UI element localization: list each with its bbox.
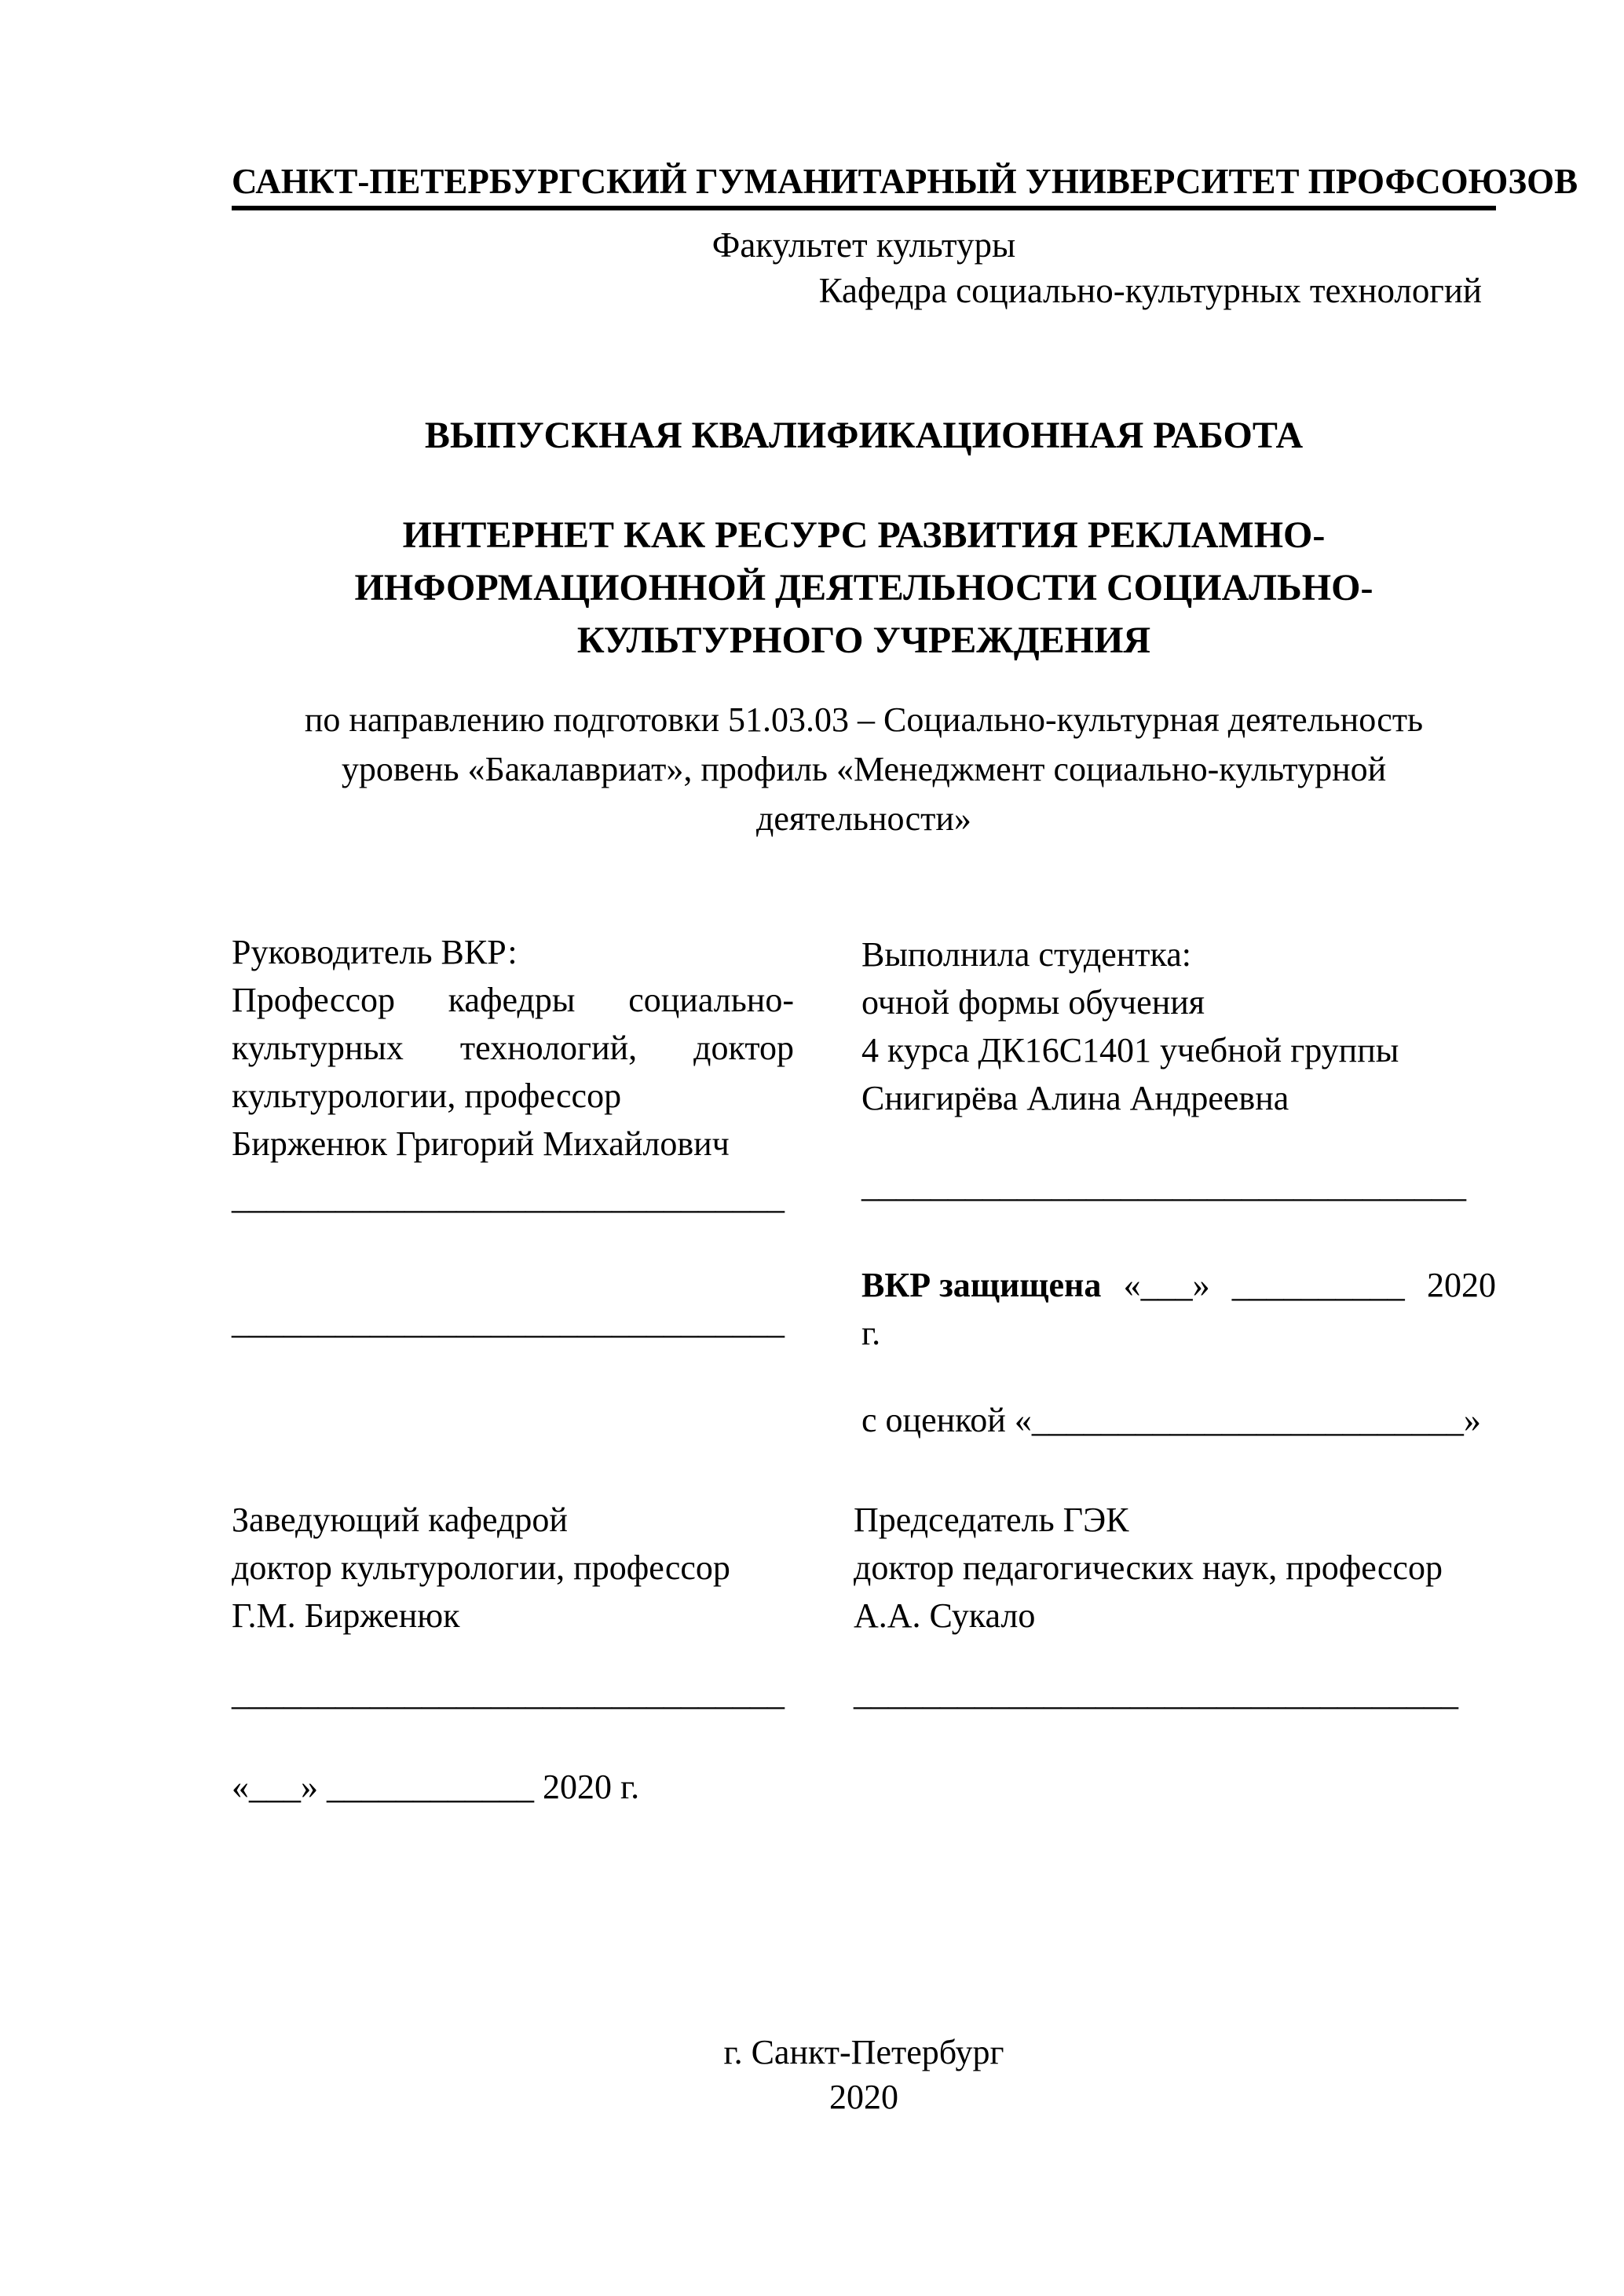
advisor-signature-line-1: ________________________________	[232, 1178, 785, 1216]
advisor-label: Руководитель ВКР:	[232, 933, 518, 971]
advisor-name: Бирженюк Григорий Михайлович	[232, 1124, 730, 1163]
thesis-title-line-2: ИНФОРМАЦИОННОЙ ДЕЯТЕЛЬНОСТИ СОЦИАЛЬНО-	[354, 567, 1373, 609]
advisor-position-line-2: культурных технологий, доктор	[232, 1029, 794, 1067]
student-signature-line: ___________________________________	[861, 1166, 1466, 1205]
dept-head-degree: доктор культурологии, профессор	[232, 1548, 730, 1587]
dept-head-name: Г.М. Бирженюк	[232, 1596, 460, 1635]
student-name: Снигирёва Алина Андреевна	[861, 1079, 1289, 1117]
dept-head-title: Заведующий кафедрой	[232, 1501, 568, 1539]
defense-label: ВКР защищена	[861, 1266, 1102, 1304]
program-line-3: деятельности»	[756, 799, 971, 838]
thesis-title-line-1: ИНТЕРНЕТ КАК РЕСУРС РАЗВИТИЯ РЕКЛАМНО-	[402, 514, 1326, 556]
gek-chair-block	[854, 1496, 1513, 1640]
defense-grade-line: с оценкой «_________________________»	[861, 1401, 1481, 1439]
defense-month-blank: __________	[1231, 1266, 1405, 1304]
student-group: 4 курса ДК16С1401 учебной группы	[861, 1031, 1399, 1069]
department-line: Кафедра социально-культурных технологий	[818, 271, 1482, 310]
work-type-title: ВЫПУСКНАЯ КВАЛИФИКАЦИОННАЯ РАБОТА	[424, 415, 1304, 456]
defense-day-blank: «___»	[1123, 1266, 1210, 1304]
footer-city: г. Санкт-Петербург	[723, 2033, 1004, 2071]
defense-block	[861, 1261, 1496, 1357]
student-study-form: очной формы обучения	[861, 983, 1205, 1022]
student-block	[861, 930, 1498, 1122]
program-block	[232, 695, 1496, 843]
faculty-line: Факультет культуры	[711, 225, 1016, 265]
gek-chair-name: А.А. Сукало	[854, 1596, 1036, 1635]
advisor-position-line-3: культурологии, профессор	[232, 1077, 622, 1115]
defense-year: 2020	[1427, 1266, 1496, 1304]
advisor-position-line-1: Профессор кафедры социально-	[232, 981, 794, 1019]
dept-head-block	[232, 1496, 828, 1640]
thesis-title-line-3: КУЛЬТУРНОГО УЧРЕЖДЕНИЯ	[576, 620, 1151, 661]
footer-year: 2020	[829, 2078, 898, 2116]
program-line-1: по направлению подготовки 51.03.03 – Социально-культурная деятельность	[304, 700, 1424, 739]
advisor-signature-line-2: ________________________________	[232, 1303, 785, 1341]
dept-head-date-line: «___» ____________ 2020 г.	[232, 1768, 640, 1806]
thesis-title	[232, 509, 1496, 667]
defense-date-row	[861, 1261, 1496, 1309]
gek-chair-degree: доктор педагогических наук, профессор	[854, 1548, 1443, 1587]
header-rule	[232, 206, 1496, 210]
program-line-2: уровень «Бакалавриат», профиль «Менеджмент социально-культурной	[341, 750, 1387, 788]
student-label: Выполнила студентка:	[861, 935, 1191, 974]
gek-chair-title: Председатель ГЭК	[854, 1501, 1129, 1539]
gek-chair-signature-line: ___________________________________	[854, 1674, 1458, 1713]
footer-block	[232, 2030, 1496, 2119]
university-name: САНКТ-ПЕТЕРБУРГСКИЙ ГУМАНИТАРНЫЙ УНИВЕРСИТЕТ ПРОФСОЮЗОВ	[232, 162, 1578, 201]
defense-year-suffix: г.	[861, 1314, 881, 1352]
dept-head-signature-line: ________________________________	[232, 1674, 785, 1713]
advisor-block	[232, 928, 794, 1168]
